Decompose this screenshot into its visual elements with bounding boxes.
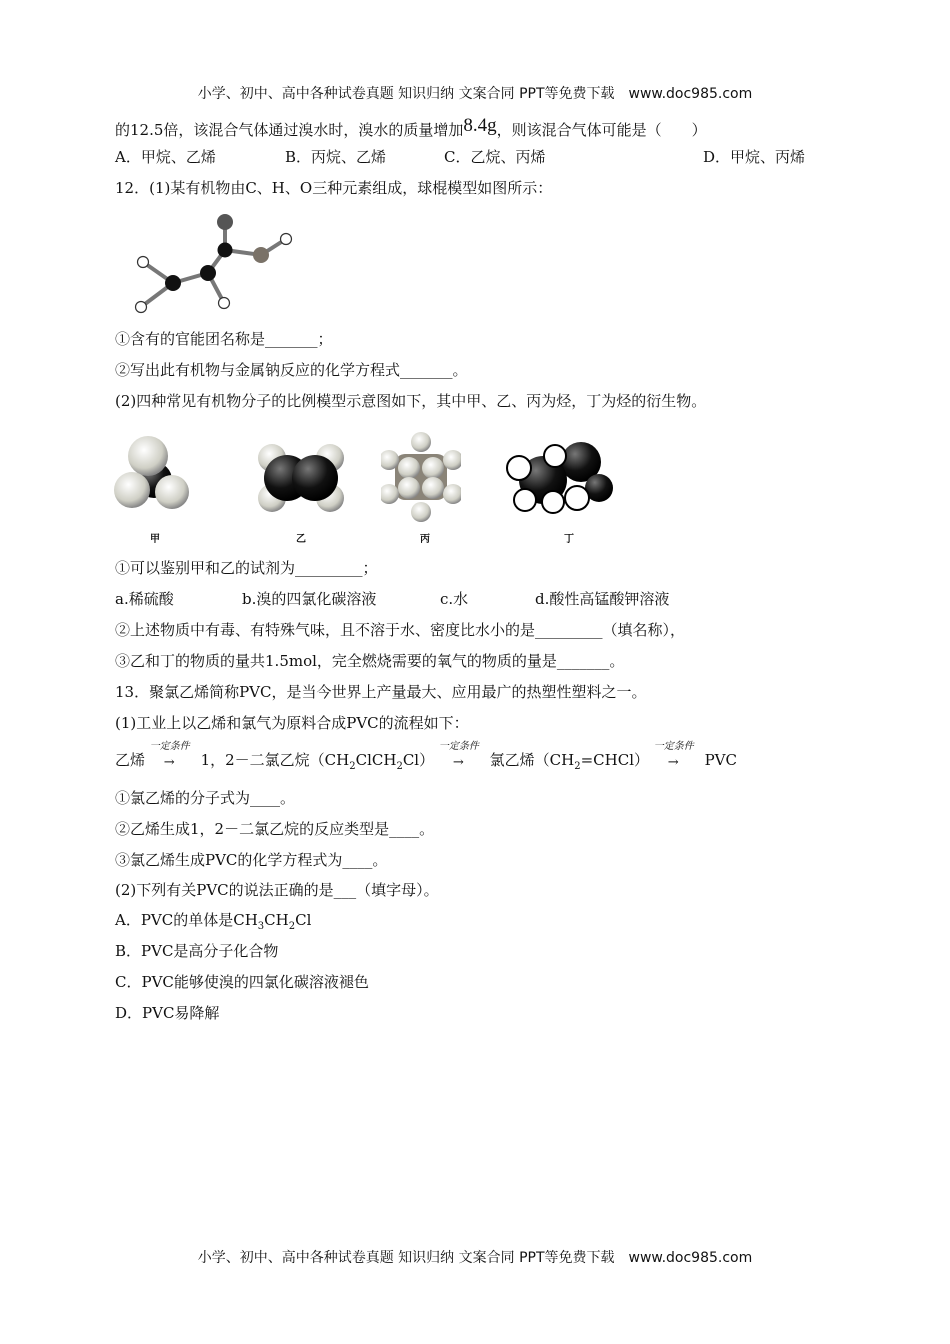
page-footer: 小学、初中、高中各种试卷真题 知识归纳 文案合同 PPT等免费下载 www.doc985.com (197, 1250, 753, 1266)
q13-flow (115, 741, 737, 777)
methane-model (112, 432, 192, 522)
reagent-a: a.稀硫酸 (115, 590, 174, 608)
caption-jia: 甲 (150, 534, 160, 545)
condition-label: 一定条件 (653, 741, 694, 752)
q13-part1-q2: ②乙烯生成1，2－二氯乙烷的反应类型是____。 (115, 820, 435, 838)
q12-part2-q3: ③乙和丁的物质的量共1.5mol，完全燃烧需要的氧气的物质的量是_______。 (115, 652, 625, 670)
q13-part1-q3: ③氯乙烯生成PVC的化学方程式为____。 (115, 851, 388, 869)
caption-yi: 乙 (296, 534, 306, 545)
q11-option-c: C．乙烷、丙烯 (444, 148, 546, 166)
q12-intro: 12．(1)某有机物由C、H、O三种元素组成，球棍模型如图所示： (115, 179, 553, 197)
reagent-d: d.酸性高锰酸钾溶液 (535, 590, 670, 608)
q13-part2-intro: (2)下列有关PVC的说法正确的是___（填字母）。 (115, 881, 439, 899)
q13-intro: 13．聚氯乙烯简称PVC，是当今世界上产量最大、应用最广的热塑性塑料之一。 (115, 683, 647, 701)
ball-stick-model-figure (125, 208, 300, 318)
caption-ding: 丁 (564, 534, 574, 545)
ethylene-model (256, 438, 346, 518)
q12-part1-q2: ②写出此有机物与金属钠反应的化学方程式_______。 (115, 361, 468, 379)
q11-option-a: A．甲烷、乙烯 (115, 148, 216, 166)
q13-part1-intro: (1)工业上以乙烯和氯气为原料合成PVC的流程如下： (115, 714, 469, 732)
flow-vinyl-chloride: 氯乙烯$(CH_2=CHCl)$ (489, 751, 650, 772)
ethanol-model (503, 440, 613, 520)
flow-arrow-1 (149, 741, 196, 771)
arrow-icon: → (452, 755, 464, 770)
condition-label: 一定条件 (438, 741, 479, 752)
q12-part1-q1: ①含有的官能团名称是_______； (115, 330, 333, 348)
reagent-c: c.水 (440, 590, 469, 608)
arrow-icon: → (163, 755, 175, 770)
arrow-icon: → (667, 755, 679, 770)
flow-arrow-2 (438, 741, 485, 771)
flow-arrow-3 (653, 741, 700, 771)
flow-ethylene: 乙烯 (115, 751, 146, 769)
q13-option-a: A．PVC的单体是$CH_3CH_2Cl$ (115, 911, 312, 932)
q13-option-c: C．PVC能够使溴的四氯化碳溶液褪色 (115, 973, 369, 991)
q12-part2-q1: ①可以鉴别甲和乙的试剂为_________； (115, 559, 378, 577)
condition-label: 一定条件 (149, 741, 190, 752)
q11-mass: 8.4g (463, 115, 497, 136)
reagent-b: b.溴的四氯化碳溶液 (242, 590, 377, 608)
page-header: 小学、初中、高中各种试卷真题 知识归纳 文案合同 PPT等免费下载 www.doc985.com (197, 86, 753, 102)
q11-stem (115, 116, 707, 140)
q13-option-b: B．PVC是高分子化合物 (115, 942, 279, 960)
q13-option-d: D．PVC易降解 (115, 1004, 220, 1022)
q11-stem-b: ，则该混合气体可能是（ ） (496, 121, 707, 139)
q12-part2-q2: ②上述物质中有毒、有特殊气味，且不溶于水、密度比水小的是_________（填名称）， (115, 621, 686, 639)
flow-pvc: PVC (704, 751, 737, 769)
q11-option-d: D．甲烷、丙烯 (703, 148, 806, 166)
q11-option-b: B．丙烷、乙烯 (285, 148, 387, 166)
caption-bing: 丙 (420, 534, 430, 545)
q12-part2-intro: (2)四种常见有机物分子的比例模型示意图如下，其中甲、乙、丙为烃，丁为烃的衍生物。 (115, 392, 707, 410)
q13-part1-q1: ①氯乙烯的分子式为____。 (115, 789, 296, 807)
q11-stem-a: 的12.5倍，该混合气体通过溴水时，溴水的质量增加 (115, 121, 464, 139)
benzene-model (381, 432, 461, 522)
flow-dichloroethane: 1，2－二氯乙烷$(CH_2ClCH_2Cl)$ (200, 751, 435, 772)
